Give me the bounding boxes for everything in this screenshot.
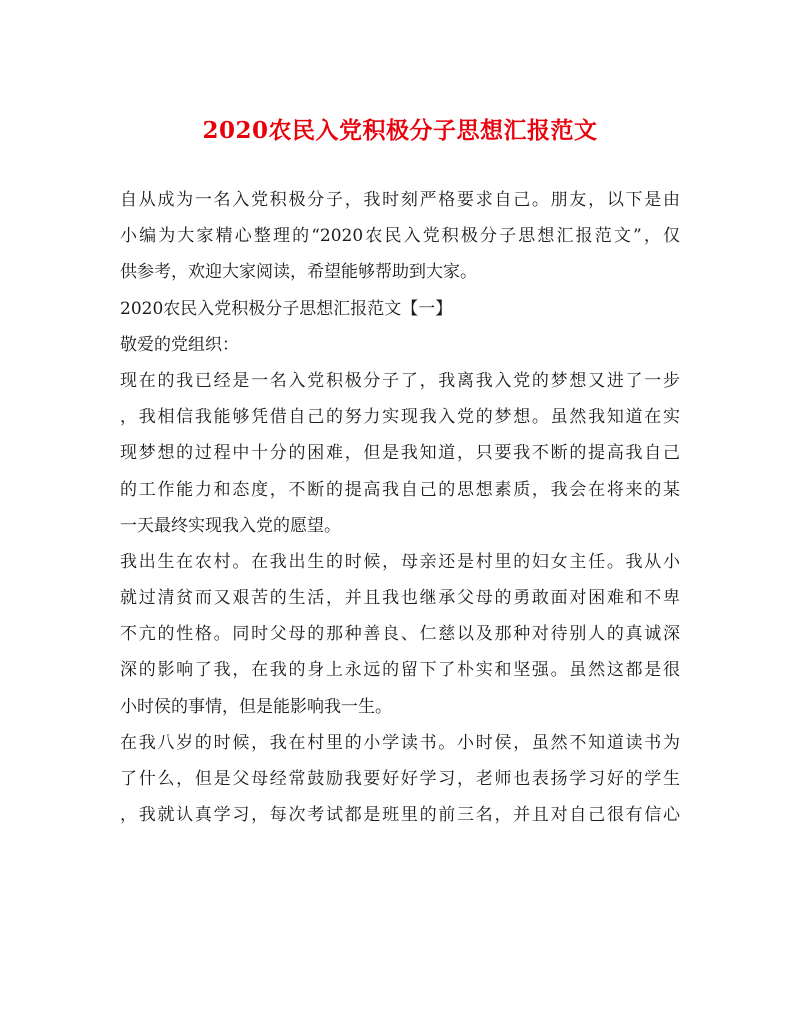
text-line: 在我八岁的时候，我在村里的小学读书。小时侯，虽然不知道读书为 — [120, 732, 680, 753]
text-line: 现在的我已经是一名入党积极分子了，我离我入党的梦想又进了一步 — [120, 370, 680, 391]
text-line: 一天最终实现我入党的愿望。 — [120, 515, 341, 536]
text-line: ，我就认真学习，每次考试都是班里的前三名，并且对自己很有信心 — [120, 805, 680, 826]
text-line: 了什么，但是父母经常鼓励我要好好学习，老师也表扬学习好的学生 — [120, 769, 680, 789]
text-line: 敬爱的党组织： — [120, 334, 239, 355]
text-line: 就过清贫而又艰苦的生活，并且我也继承父母的勇敢面对困难和不卑 — [120, 588, 680, 609]
text-line: 小时侯的事情，但是能影响我一生。 — [120, 696, 392, 717]
text-line: 现梦想的过程中十分的困难，但是我知道，只要我不断的提高我自己 — [120, 443, 680, 464]
document-title: 2020农民入党积极分子思想汇报范文 — [202, 117, 598, 144]
text-line: 供参考，欢迎大家阅读，希望能够帮助到大家。 — [120, 262, 477, 283]
text-line: 自从成为一名入党积极分子，我时刻严格要求自己。朋友，以下是由 — [120, 190, 680, 210]
text-line: 小编为大家精心整理的“2020农民入党积极分子思想汇报范文”，仅 — [120, 226, 680, 247]
text-line: 的工作能力和态度，不断的提高我自己的思想素质，我会在将来的某 — [120, 479, 680, 500]
text-line: 深的影响了我，在我的身上永远的留下了朴实和坚强。虽然这都是很 — [120, 660, 680, 681]
text-line: 不亢的性格。同时父母的那种善良、仁慈以及那种对待别人的真诚深 — [120, 624, 680, 645]
text-line: ，我相信我能够凭借自己的努力实现我入党的梦想。虽然我知道在实 — [120, 407, 680, 428]
text-line: 我出生在农村。在我出生的时候，母亲还是村里的妇女主任。我从小 — [120, 551, 680, 572]
text-line: 2020农民入党积极分子思想汇报范文【一】 — [120, 298, 453, 319]
document-body — [120, 182, 680, 833]
